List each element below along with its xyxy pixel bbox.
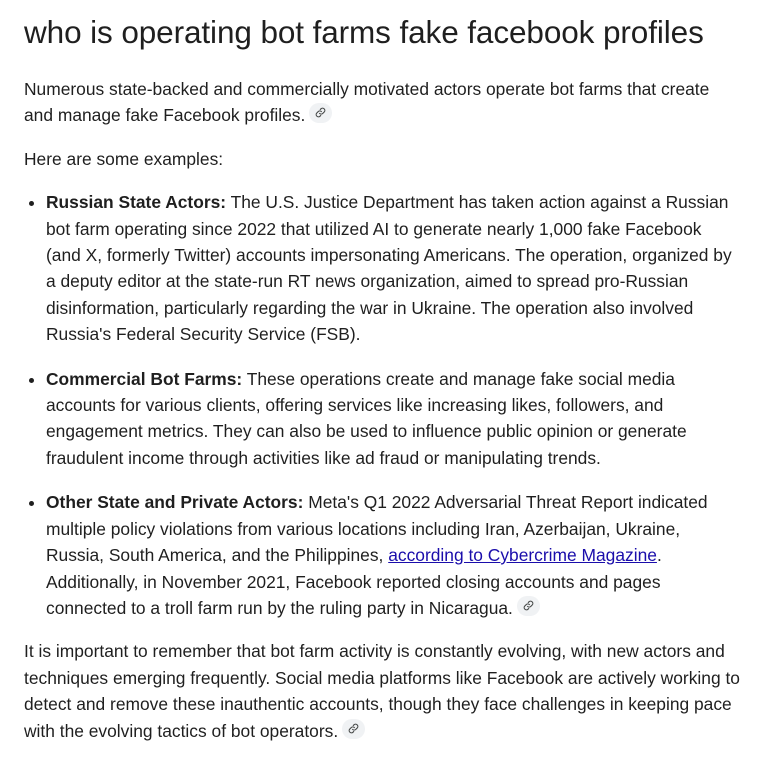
- link-icon: [315, 107, 326, 118]
- list-item: [46, 489, 741, 621]
- item-heading: Commercial Bot Farms:: [46, 368, 243, 389]
- intro-text: Numerous state-backed and commercially motivated actors operate bot farms that create and manage fake Facebook profiles.: [24, 79, 710, 126]
- item-heading: Russian State Actors:: [46, 192, 227, 213]
- item-heading: Other State and Private Actors:: [46, 492, 304, 513]
- link-icon: [348, 723, 359, 734]
- citation-chip-intro[interactable]: [309, 103, 332, 123]
- list-item: [46, 366, 741, 472]
- closing-text: It is important to remember that bot farm activity is constantly evolving, with new actors and techniques emerging frequently. Social media platforms like Facebook are actively working to detect and remove these inauthentic accounts, though they face challenges in keeping pace with the evolving tactics of bot operators.: [24, 641, 740, 741]
- item-text: The U.S. Justice Department has taken action against a Russian bot farm operating since 2022 that utilized AI to generate nearly 1,000 fake Facebook (and X, formerly Twitter) accounts impersonating Americans. The operation, organized by a deputy editor at the state-run RT news organization, aimed to spread pro-Russian disinformation, particularly regarding the war in Ukraine. The operation also involved Russia's Federal Security Service (FSB).: [46, 192, 732, 345]
- source-link[interactable]: according to Cybercrime Magazine: [388, 545, 657, 566]
- link-icon: [523, 600, 534, 611]
- item-text: These operations create and manage fake social media accounts for various clients, offering services like increasing likes, followers, and engagement metrics. They can also be used to influence public opinion or generate fraudulent income through activities like ad fraud or manipulating trends.: [46, 368, 687, 468]
- examples-lead: Here are some examples:: [24, 148, 224, 169]
- closing-paragraph: [24, 638, 741, 744]
- intro-paragraph: [24, 76, 741, 129]
- item-text-after-link: . Additionally, in November 2021, Facebook reported closing accounts and pages connected to a troll farm run by the ruling party in Nicaragua.: [46, 545, 662, 618]
- item-text: Meta's Q1 2022 Adversarial Threat Report indicated multiple policy violations from various locations including Iran, Azerbaijan, Ukraine, Russia, South America, and the Philippines,: [46, 492, 708, 566]
- examples-list: [24, 189, 741, 621]
- citation-chip-item[interactable]: [517, 596, 540, 616]
- citation-chip-closing[interactable]: [342, 719, 365, 739]
- query-title: who is operating bot farms fake facebook profiles: [24, 14, 704, 50]
- list-item: [46, 189, 741, 347]
